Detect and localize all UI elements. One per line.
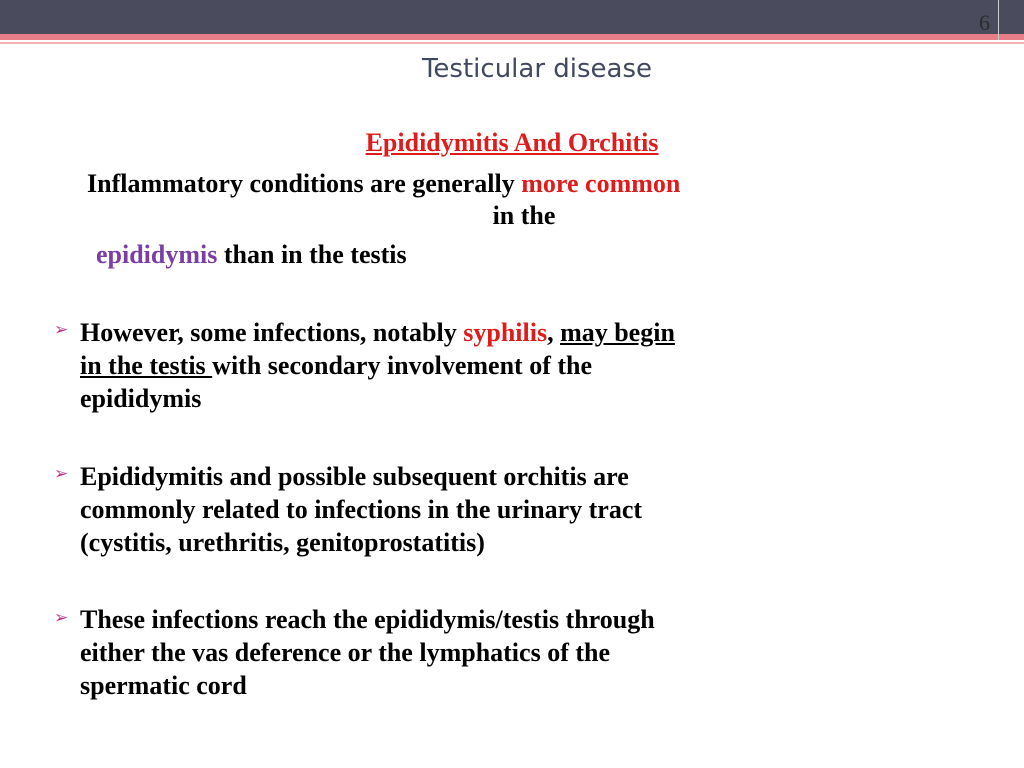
header-stripe-thin — [0, 42, 1024, 44]
intro-text-2: than in the testis — [217, 240, 407, 269]
page-number: 6 — [979, 10, 990, 35]
bullet-2-line-1: Epididymitis and possible subsequent orchitis are — [80, 462, 629, 491]
bullet-1-comma: , — [547, 318, 561, 347]
intro-line-3 — [96, 240, 407, 270]
intro-text: Inflammatory conditions are generally — [87, 169, 522, 198]
header-stripe — [0, 34, 1024, 40]
bullet-2-line-2: commonly related to infections in the urinary tract — [80, 495, 643, 524]
bullet-1-text: However, some infections, notably — [80, 318, 464, 347]
bullet-1 — [80, 316, 960, 415]
bullet-3-line-2: either the vas deference or the lymphatics of the — [80, 638, 611, 667]
bullet-2-line-3: (cystitis, urethritis, genitoprostatitis) — [80, 528, 485, 557]
arrow-bullet-icon: ➢ — [54, 320, 69, 340]
bullet-1-line-3: epididymis — [80, 384, 202, 413]
arrow-bullet-icon: ➢ — [54, 464, 69, 484]
intro-line-1 — [87, 169, 680, 199]
arrow-bullet-icon: ➢ — [54, 608, 69, 628]
intro-line-2: in the — [492, 201, 556, 230]
bullet-1-line-2 — [80, 349, 960, 382]
bullet-3 — [80, 603, 960, 702]
bullet-1-text-2: with secondary involvement of the — [212, 351, 593, 380]
bullet-2 — [80, 460, 960, 559]
bullet-1-line-1 — [80, 316, 960, 349]
bullet-1-highlight: syphilis — [463, 318, 548, 347]
bullet-3-line-3: spermatic cord — [80, 671, 247, 700]
header-bar — [0, 0, 1024, 34]
slide-subtitle: Epididymitis And Orchitis — [365, 128, 659, 157]
slide-title: Testicular disease — [421, 54, 653, 84]
intro-term: epididymis — [96, 240, 218, 269]
bullet-1-underline-2: in the testis — [80, 351, 213, 380]
bullet-1-underline: may begin — [560, 318, 675, 347]
bullet-3-line-1: These infections reach the epididymis/testis through — [80, 605, 655, 634]
page-number-divider — [998, 0, 999, 40]
intro-highlight: more common — [521, 169, 681, 198]
